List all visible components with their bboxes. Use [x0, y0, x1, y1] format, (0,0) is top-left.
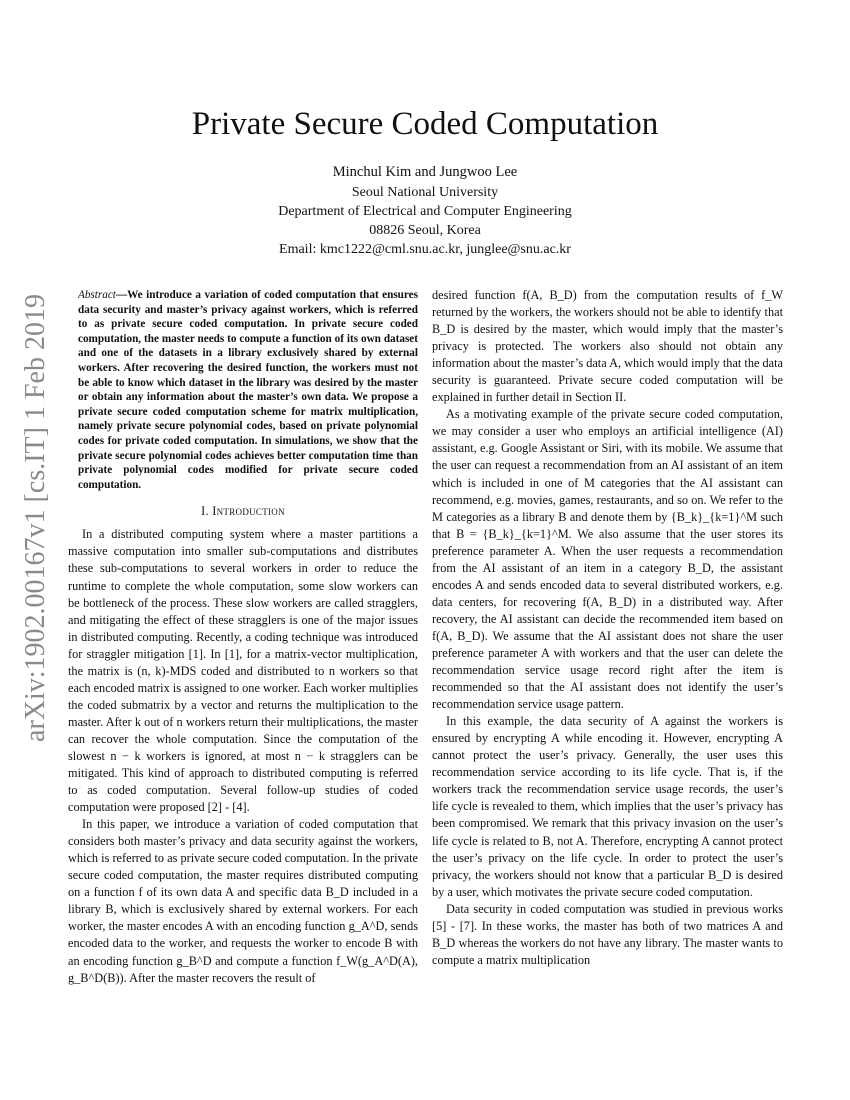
author-university: Seoul National University [351, 185, 499, 200]
intro-paragraph-2: In this paper, we introduce a variation of coded computation that considers both master’s privacy and data security against the workers, which is referred to as private secure coded computation. In the private secure coded computation, the master requires distributed computing on a function f of its own data A and specific data B_D included in a library B, which is exclusively shared by external workers. For each worker, the master encodes A with an encoding function g_A^D, sends encoded data to the worker, and requests the worker to encode B with an encoding function g_B^D and compute a function f_W(g_A^D(A), g_B^D(B)). After the master recovers the result of [68, 817, 418, 985]
abstract-label: Abstract [78, 289, 116, 301]
abstract: Abstract—We introduce a variation of coded computation that ensures data security and master’s privacy against workers, which is referred to as private secure coded computation. In private secure coded computation, the master needs to compute a function of its own dataset and one of the datasets in a library exclusively shared by external workers. After recovering the desired function, the workers must not be able to know which dataset in the library was desired by the master or obtain any information about the master’s own data. We propose a private secure coded computation scheme for matrix multiplication, namely private secure polynomial codes, based on private polynomial codes for private coded computation. In simulations, we show that the private secure polynomial codes achieves better computation time than private polynomial codes modified for private secure coded computation. [78, 289, 418, 491]
arxiv-identifier: arXiv:1902.00167v1 [cs.IT] 1 Feb 2019 [20, 294, 51, 742]
author-block [0, 163, 850, 259]
right-paragraph-2: In this example, the data security of A against the workers is ensured by encrypting A while encoding it. However, encrypting A cannot protect the user’s privacy. Generally, the user uses this recommendation service according to its life cycle. That is, if the workers track the recommendation service usage records, the user’s life cycle is revealed to them, which implies that the user’s privacy has been compromised. We remark that this privacy invasion on the user’s life cycle is related to B, not A. Therefore, encrypting A cannot protect the user’s privacy on the life cycle. In order to protect the user’s privacy, the workers should not know that a particular B_D is desired by a user, which motivates the private secure coded computation. [432, 714, 783, 899]
left-column [68, 288, 418, 987]
intro-paragraph-1: In a distributed computing system where a master partitions a massive computation into smaller sub-computations and distributes these sub-computations to several workers in order to reduce the runtime to complete the whole computation, some slow workers can be bottleneck of the process. These slow workers are called stragglers, and mitigating the effect of these stragglers is one of the major issues in distributed computing. Recently, a coding technique was introduced for straggler mitigation [1]. In [1], for a matrix-vector multiplication, the matrix is (n, k)-MDS coded and distributed to n workers so that each encoded matrix is assigned to one worker. Each worker multiplies the coded submatrix by a vector and returns the multiplication to the master. After k out of n workers return their multiplications, the master can recover the whole computation. Since the computation of the slowest n − k workers is ignored, at most n − k stragglers can be mitigated. This kind of approach to distributed computing is referred to as coded computation. Several follow-up studies of coded computation were proposed [2] - [4]. [68, 527, 419, 815]
author-department: Department of Electrical and Computer Engineering [278, 204, 572, 219]
right-paragraph-0: desired function f(A, B_D) from the computation results of f_W returned by the workers, the workers should not be able to identify that B_D is desired by the master, which would imply that the master’s privacy is protected. The workers also should not obtain any information about the master’s data A, which would imply that the data security is guaranteed. Private secure coded computation will be explained in further detail in Section II. [432, 288, 783, 405]
paper-title: Private Secure Coded Computation [191, 106, 659, 142]
abstract-text: We introduce a variation of coded computation that ensures data security and master’s privacy against workers, which is referred to as private secure coded computation. In private secure coded computation, the master needs to compute a function of its own dataset and one of the datasets in a library exclusively shared by external workers. After recovering the desired function, the workers must not be able to know which dataset in the library was desired by the master or obtain any information about the master’s own data. We propose a private secure coded computation scheme for matrix multiplication, namely private secure polynomial codes, based on private polynomial codes for private coded computation. In simulations, we show that the private secure polynomial codes achieves better computation time than private polynomial codes modified for private secure coded computation. [78, 289, 418, 491]
author-email: Email: kmc1222@cml.snu.ac.kr, junglee@snu.ac.kr [279, 242, 571, 257]
section-title: Introduction [212, 504, 285, 519]
section-heading [68, 503, 418, 520]
right-column [432, 287, 783, 969]
right-paragraph-1: As a motivating example of the private secure coded computation, we may consider a user who employs an artificial intelligence (AI) assistant, e.g. Google Assistant or Siri, with its mobile. We assume that the user can request a recommendation from an AI assistant of an item which is included in one of M categories that the AI assistant can recommend, e.g. movies, games, restaurants, and so on. We refer to the M categories as a library B and denote them by {B_k}_{k=1}^M such that B = {B_k}_{k=1}^M. We also assume that the user stores its preference parameter A. When the user requests a recommendation from the AI assistant of an item in a category B_D, the assistant encodes A and sends encoded data to several distributed workers, e.g. data centers, for recovering f(A, B_D) in a distributed way. After recovery, the AI assistant can decide the recommended item based on f(A, B_D). We assume that the AI assistant does not share the user preference parameter A with workers and that the user can delete the recommendation service usage record right after the item is recommended so that the AI assistant does not identify the user’s recommendation service usage pattern. [432, 407, 783, 712]
author-names: Minchul Kim and Jungwoo Lee [332, 164, 518, 180]
section-number: I. [201, 504, 209, 519]
author-address: 08826 Seoul, Korea [369, 223, 481, 238]
right-paragraph-3: Data security in coded computation was studied in previous works [5] - [7]. In these works, the master has both of two matrices A and B_D whereas the workers do not have any library. The master wants to compute a matrix multiplication [432, 901, 783, 967]
